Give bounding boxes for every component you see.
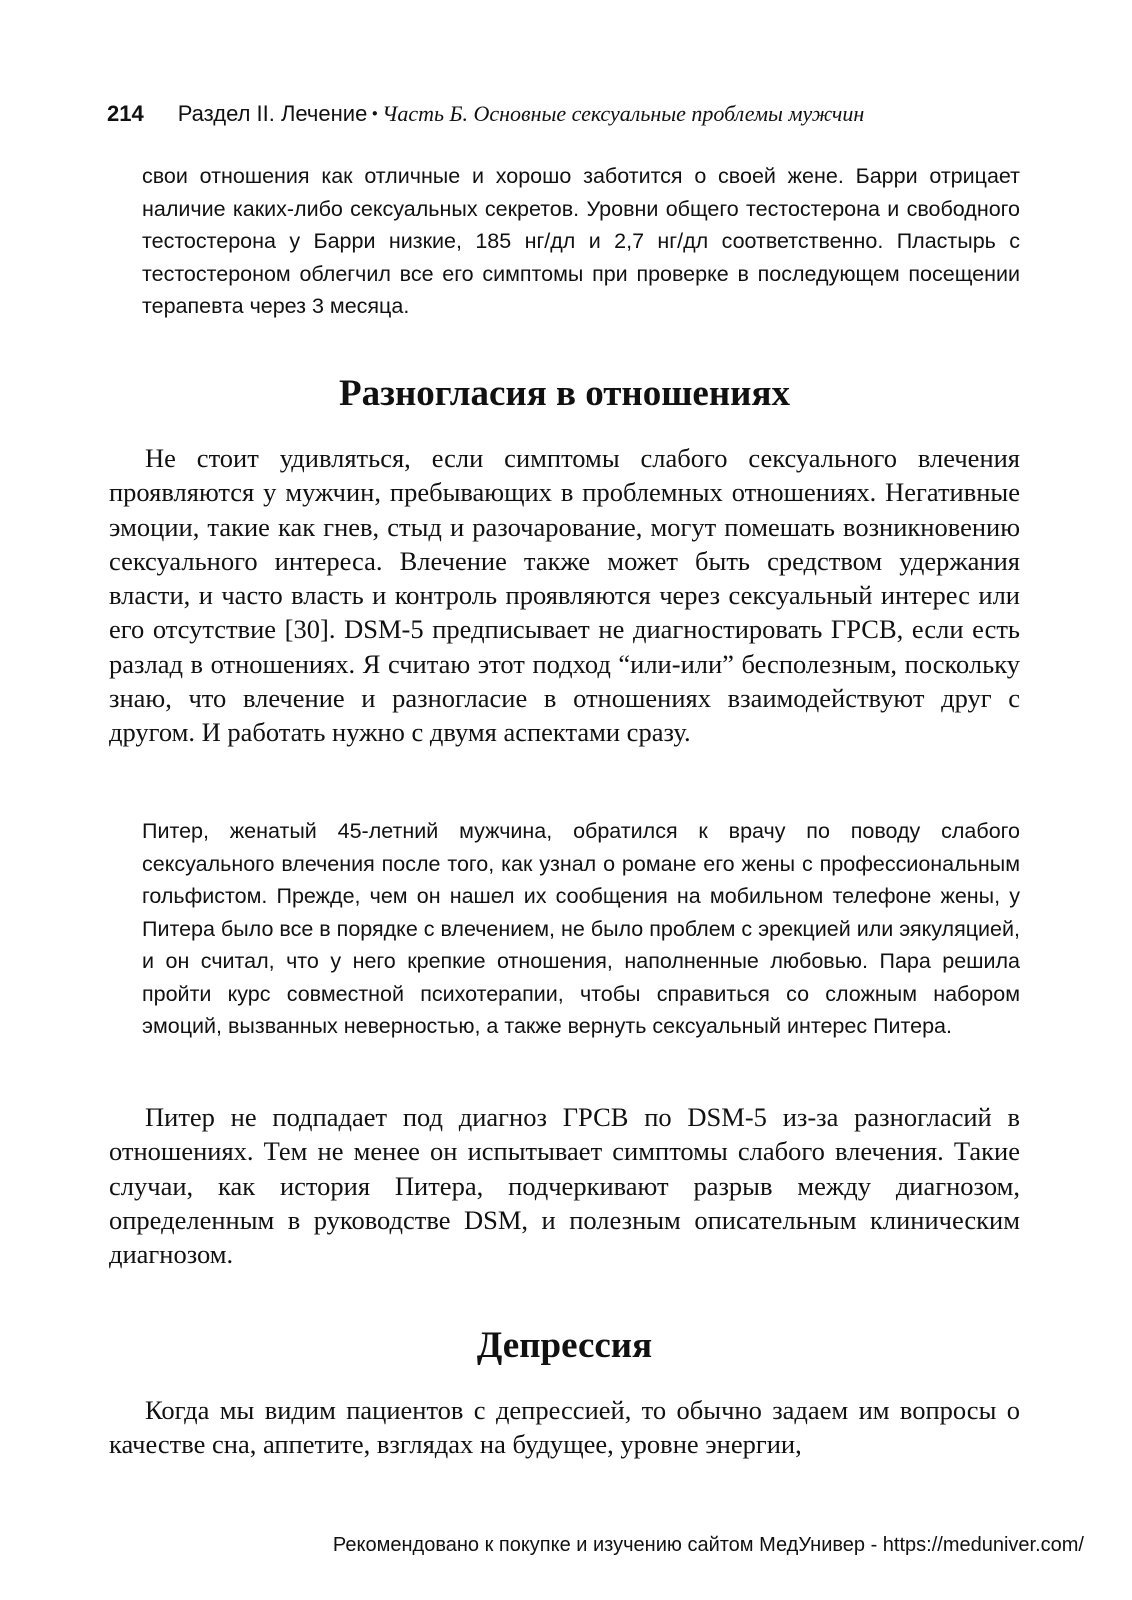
paragraph-relationship-conflict — [109, 441, 1020, 750]
case-study-peter: Питер, женатый 45-летний мужчина, обратился к врачу по поводу слабого сексуального влечения после того, как узнал о романе его жены с профессиональным гольфистом. Прежде, чем он нашел их сообщения на мобильном телефоне жены, у Питера было все в порядке с влечением, не было проблем с эрекцией или эякуляцией, и он считал, что у него крепкие отношения, наполненные любовью. Пара решила пройти курс совместной психотерапии, чтобы справиться со сложным набором эмоций, вызванных неверностью, а также вернуть сексуальный интерес Питера. — [142, 819, 1020, 1038]
section-heading-depression: Депрессия — [476, 1325, 653, 1366]
section-label: Раздел II. Лечение — [177, 101, 368, 126]
watermark-footer: Рекомендовано к покупке и изучению сайтом МедУнивер - https://meduniver.com/ — [332, 1534, 1084, 1556]
paragraph-text: Когда мы видим пациентов с депрессией, то обычно задаем им вопросы о качестве сна, аппетите, взглядах на будущее, уровне энергии, — [109, 1395, 1020, 1460]
paragraph-depression — [109, 1393, 1020, 1462]
page-number: 214 — [107, 101, 144, 126]
case-study-barry: свои отношения как отличные и хорошо заботится о своей жене. Барри отрицает наличие каких-либо сексуальных секретов. Уровни общего тестостерона и свободного тестостерона у Барри низкие, 185 нг/дл и 2,7 нг/дл соответственно. Пластырь с тестостероном облегчил все его симптомы при проверке в последующем посещении терапевта через 3 месяца. — [142, 164, 1020, 318]
part-label: Часть Б. Основные сексуальные проблемы мужчин — [382, 101, 865, 126]
separator-bullet: • — [370, 105, 380, 123]
running-header — [107, 100, 1027, 128]
paragraph-peter-diagnosis — [109, 1100, 1020, 1271]
section-heading-relationship-conflict: Разногласия в отношениях — [338, 373, 791, 414]
paragraph-text: Не стоит удивляться, если симптомы слабого сексуального влечения проявляются у мужчин, пребывающих в проблемных отношениях. Негативные эмоции, такие как гнев, стыд и разочарование, могут помешать возникновению сексуального интереса. Влечение также может быть средством удержания власти, и часто власть и контроль проявляются через сексуальный интерес или его отсутствие [30]. DSM-5 предписывает не диагностировать ГРСВ, если есть разлад в отношениях. Я считаю этот подход “или-или” бесполезным, поскольку знаю, что влечение и разногласие в отношениях взаимодействуют друг с другом. И работать нужно с двумя аспектами сразу. — [109, 443, 1020, 748]
paragraph-text: Питер не подпадает под диагноз ГРСВ по DSM-5 из-за разногласий в отношениях. Тем не менее он испытывает симптомы слабого влечения. Такие случаи, как история Питера, подчеркивают разрыв между диагнозом, определенным в руководстве DSM, и полезным описательным клиническим диагнозом. — [109, 1102, 1020, 1270]
